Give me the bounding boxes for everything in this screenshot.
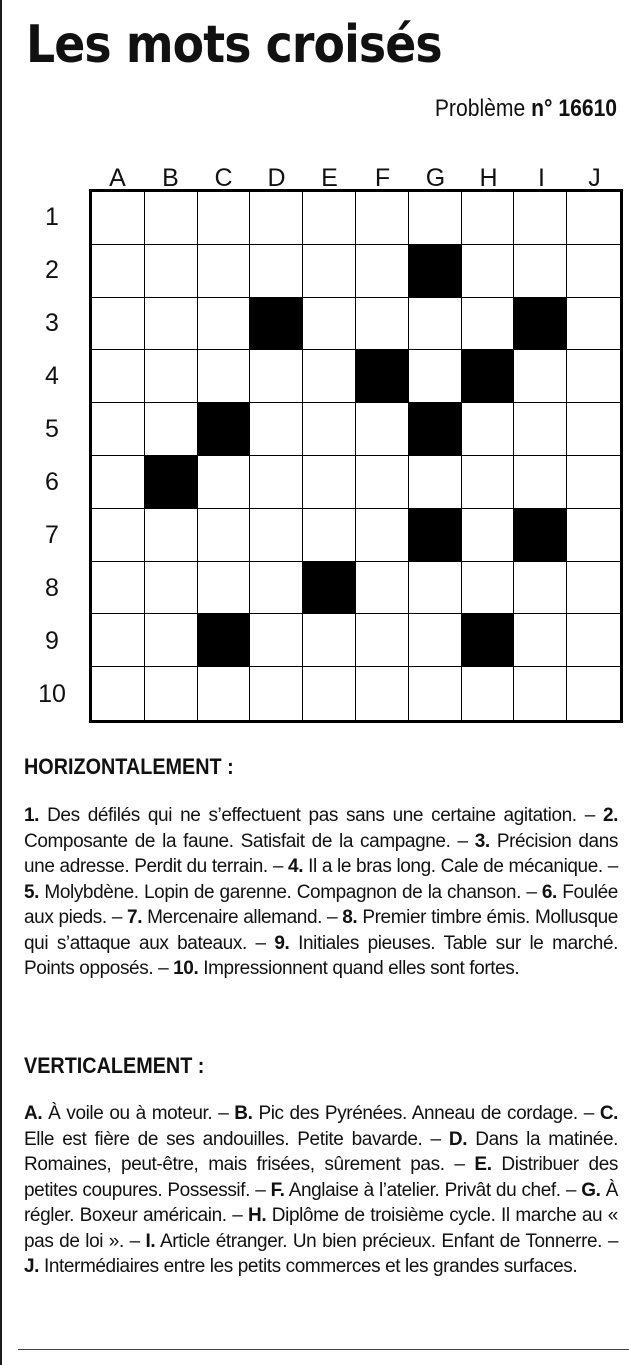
grid-cell[interactable]: [250, 245, 303, 298]
grid-cell[interactable]: [356, 298, 409, 351]
black-cell: [250, 298, 303, 351]
clue-item: [146, 1231, 603, 1252]
row-label: 10: [38, 680, 66, 708]
clue-text: Elle est fière de ses andouilles. Petite bavarde.: [24, 1128, 423, 1150]
grid-cell[interactable]: [514, 350, 567, 403]
black-cell: [462, 614, 515, 667]
clue-number: G.: [581, 1179, 601, 1201]
clue-number: 8.: [342, 907, 358, 928]
clue-text: Dans la matinée. Romaines, peut-être, mais frisées, sûrement pas.: [24, 1128, 618, 1175]
clue-text: Anglaise à l’atelier. Privât du chef.: [288, 1179, 561, 1201]
black-cell: [303, 562, 356, 615]
clue-number: 2.: [602, 805, 618, 826]
grid-cell[interactable]: [462, 192, 515, 245]
row-label: 9: [45, 627, 59, 655]
column-label: J: [588, 164, 601, 192]
clue-number: 4.: [288, 856, 304, 877]
grid-cell[interactable]: [92, 562, 145, 615]
grid-cell[interactable]: [145, 562, 198, 615]
clue-text: À régler. Boxeur américain.: [24, 1179, 618, 1226]
black-cell: [198, 403, 251, 456]
grid-cell[interactable]: [567, 403, 620, 456]
grid-cell[interactable]: [303, 403, 356, 456]
grid-cell[interactable]: [567, 350, 620, 403]
grid-cell[interactable]: [198, 245, 251, 298]
grid-cell[interactable]: [92, 192, 145, 245]
column-label: H: [479, 164, 498, 192]
column-label: I: [538, 164, 545, 192]
grid-cell[interactable]: [250, 509, 303, 562]
grid-cell[interactable]: [303, 509, 356, 562]
clue-number: 6.: [541, 881, 557, 903]
grid-cell[interactable]: [567, 509, 620, 562]
grid-cell[interactable]: [303, 614, 356, 667]
clue-item: [271, 1180, 561, 1201]
vertical-heading: VERTICALEMENT :: [24, 1053, 205, 1078]
grid-cell[interactable]: [92, 614, 145, 667]
grid-cell[interactable]: [145, 245, 198, 298]
row-label: 2: [45, 256, 59, 284]
clue-number: B.: [234, 1103, 253, 1124]
clue-text: Distribuer des petites coupures. Possessif.: [24, 1154, 618, 1201]
grid-cell[interactable]: [462, 456, 515, 509]
clue-text: Des défilés qui ne s’effectuent pas sans une certaine agitation.: [47, 805, 577, 826]
clue-item: [288, 856, 603, 877]
clue-item: [234, 1103, 577, 1124]
row-labels: [22, 191, 82, 721]
black-cell: [145, 456, 198, 509]
black-cell: [356, 350, 409, 403]
clue-number: H.: [248, 1205, 267, 1226]
grid-cell[interactable]: [145, 350, 198, 403]
grid-cell[interactable]: [250, 614, 303, 667]
grid-cell[interactable]: [92, 245, 145, 298]
clue-number: 3.: [474, 830, 490, 852]
grid-cell[interactable]: [409, 298, 462, 351]
clue-number: F.: [270, 1179, 285, 1201]
grid-cell[interactable]: [514, 245, 567, 298]
grid-cell[interactable]: [462, 298, 515, 351]
grid-cell[interactable]: [92, 403, 145, 456]
grid-cell[interactable]: [198, 562, 251, 615]
row-label: 3: [45, 309, 59, 337]
grid-cell[interactable]: [145, 509, 198, 562]
grid-cell[interactable]: [198, 350, 251, 403]
grid-cell[interactable]: [356, 614, 409, 667]
grid-cell[interactable]: [567, 614, 620, 667]
grid-cell[interactable]: [356, 509, 409, 562]
row-label: 6: [45, 468, 59, 496]
clue-number: 10.: [173, 958, 199, 979]
column-label: C: [214, 164, 233, 192]
grid-cell[interactable]: [356, 562, 409, 615]
clue-text: Mercenaire allemand.: [147, 907, 322, 928]
clue-number: E.: [474, 1154, 492, 1175]
grid-cell[interactable]: [92, 456, 145, 509]
grid-cell[interactable]: [409, 614, 462, 667]
grid-cell[interactable]: [462, 562, 515, 615]
clue-item: [173, 958, 519, 979]
grid-cell[interactable]: [567, 456, 620, 509]
clue-text: Premier timbre émis. Mollusque qui s’attaque aux bateaux.: [24, 907, 618, 954]
grid-cell[interactable]: [250, 350, 303, 403]
bottom-divider: [18, 1349, 629, 1350]
grid-cell[interactable]: [145, 614, 198, 667]
row-label: 4: [45, 362, 59, 390]
grid-cell[interactable]: [462, 403, 515, 456]
grid-cell[interactable]: [198, 667, 251, 720]
grid-cell[interactable]: [356, 192, 409, 245]
grid-cell[interactable]: [462, 245, 515, 298]
black-cell: [514, 298, 567, 351]
horizontal-clues: 1. Des défilés qui ne s’effectuent pas sans une certaine agitation. – 2. Composante de la faune. Satisfait de la campagne. – 3. Précision dans une adresse. Perdit du terrain. – 4. Il a le bras long. Cale de mécanique. – 5. Molybdène. Lopin de garenne. Compagnon de la chanson. – 6. Foulée aux pieds. – 7. Mercenaire allemand. – 8. Premier timbre émis. Mollusque qui s’attaque aux bateaux. – 9. Initiales pieuses. Table sur le marché. Points opposés. – 10. Impressionnent quand elles sont fortes.: [24, 805, 618, 979]
clue-text: Impressionnent quand elles sont fortes.: [203, 958, 520, 979]
clue-item: [24, 1103, 212, 1124]
grid-cell[interactable]: [409, 456, 462, 509]
problem-prefix: Problème: [434, 95, 526, 122]
black-cell: [198, 614, 251, 667]
grid-cell[interactable]: [303, 350, 356, 403]
clue-text: Il a le bras long. Cale de mécanique.: [308, 856, 603, 877]
grid-cell[interactable]: [567, 192, 620, 245]
row-label: 7: [45, 521, 59, 549]
vertical-clues: A. À voile ou à moteur. – B. Pic des Pyrénées. Anneau de cordage. – C. Elle est fière de ses andouilles. Petite bavarde. – D. Dans la matinée. Romaines, peut-être, mais frisées, sûrement pas. – E. Distribuer des petites coupures. Possessif. – F. Anglaise à l’atelier. Privât du chef. – G. À régler. Boxeur américain. – H. Diplôme de troisième cycle. Il marche au « pas de loi ». – I. Article étranger. Un bien précieux. Enfant de Tonnerre. – J. Intermédiaires entre les petits commerces et les grandes surfaces.: [24, 1103, 619, 1277]
column-label: B: [162, 164, 179, 192]
black-cell: [409, 403, 462, 456]
black-cell: [514, 509, 567, 562]
clue-number: J.: [24, 1256, 40, 1277]
left-border: [0, 0, 2, 1365]
grid-cell[interactable]: [514, 192, 567, 245]
grid-cell[interactable]: [92, 350, 145, 403]
grid-cell[interactable]: [145, 192, 198, 245]
black-cell: [409, 245, 462, 298]
clue-text: Pic des Pyrénées. Anneau de cordage.: [258, 1103, 578, 1124]
column-labels: [91, 163, 621, 193]
clue-number: D.: [448, 1128, 468, 1150]
problem-number-value: n° 16610: [531, 95, 617, 122]
grid-cell[interactable]: [250, 403, 303, 456]
column-label: F: [374, 164, 391, 192]
clue-number: 9.: [274, 932, 290, 954]
grid-cell[interactable]: [145, 403, 198, 456]
grid-cell[interactable]: [514, 403, 567, 456]
clue-number: 1.: [24, 805, 40, 826]
grid-cell[interactable]: [409, 562, 462, 615]
grid-cell[interactable]: [462, 509, 515, 562]
grid-cell[interactable]: [514, 614, 567, 667]
black-cell: [409, 509, 462, 562]
grid-cell[interactable]: [567, 298, 620, 351]
clue-item: [24, 805, 577, 826]
clue-text: Intermédiaires entre les petits commerces et les grandes surfaces.: [43, 1256, 578, 1277]
grid-cell[interactable]: [462, 667, 515, 720]
grid-cell[interactable]: [198, 298, 251, 351]
grid-cell[interactable]: [198, 456, 251, 509]
grid-cell[interactable]: [356, 245, 409, 298]
grid-cell[interactable]: [514, 456, 567, 509]
column-label: A: [109, 164, 126, 192]
grid-cell[interactable]: [356, 456, 409, 509]
clue-item: [24, 882, 521, 903]
grid-cell[interactable]: [567, 562, 620, 615]
column-label: G: [425, 164, 446, 192]
grid-cell[interactable]: [198, 192, 251, 245]
page-title: Les mots croisés: [26, 15, 442, 75]
clue-text: Composante de la faune. Satisfait de la campagne.: [24, 830, 451, 852]
grid-cell[interactable]: [356, 667, 409, 720]
grid-cell[interactable]: [250, 667, 303, 720]
grid-cell[interactable]: [514, 562, 567, 615]
grid-cell[interactable]: [92, 509, 145, 562]
horizontal-heading: HORIZONTALEMENT :: [24, 754, 234, 779]
grid-cell[interactable]: [567, 667, 620, 720]
clue-number: A.: [24, 1103, 43, 1124]
clue-text: Diplôme de troisième cycle. Il marche au « pas de loi ».: [24, 1205, 618, 1252]
clue-item: [127, 907, 322, 928]
grid-cell[interactable]: [567, 245, 620, 298]
grid-cell[interactable]: [303, 245, 356, 298]
grid-cell[interactable]: [250, 456, 303, 509]
black-cell: [462, 350, 515, 403]
grid-cell[interactable]: [303, 456, 356, 509]
grid-cell[interactable]: [145, 298, 198, 351]
clue-text: Initiales pieuses. Table sur le marché. Points opposés.: [24, 932, 618, 979]
grid-cell[interactable]: [92, 298, 145, 351]
grid-cell[interactable]: [92, 667, 145, 720]
crossword-grid: [91, 191, 621, 721]
problem-number: [435, 93, 617, 125]
clue-text: Article étranger. Un bien précieux. Enfant de Tonnerre.: [159, 1230, 603, 1252]
clue-text: Précision dans une adresse. Perdit du terrain.: [24, 830, 618, 877]
column-label: E: [321, 164, 338, 192]
grid-cell[interactable]: [409, 667, 462, 720]
clue-number: 5.: [24, 881, 40, 903]
row-label: 8: [45, 574, 59, 602]
grid-cell[interactable]: [514, 667, 567, 720]
clue-text: À voile ou à moteur.: [48, 1103, 213, 1124]
clue-number: I.: [145, 1230, 156, 1252]
grid-cell[interactable]: [145, 667, 198, 720]
grid-cell[interactable]: [409, 350, 462, 403]
grid-cell[interactable]: [198, 509, 251, 562]
clue-item: [24, 1256, 577, 1277]
column-label: D: [267, 164, 286, 192]
clue-text: Molybdène. Lopin de garenne. Compagnon de la chanson.: [44, 881, 521, 903]
grid-cell[interactable]: [303, 667, 356, 720]
grid-cell[interactable]: [303, 192, 356, 245]
grid-cell[interactable]: [250, 192, 303, 245]
clue-number: C.: [599, 1103, 619, 1124]
grid-cell[interactable]: [303, 298, 356, 351]
grid-cell[interactable]: [250, 562, 303, 615]
grid-cell[interactable]: [409, 192, 462, 245]
grid-cell[interactable]: [356, 403, 409, 456]
clue-text: Foulée aux pieds.: [24, 881, 618, 928]
clue-number: 7.: [127, 907, 143, 928]
row-label: 1: [45, 203, 59, 231]
row-label: 5: [45, 415, 59, 443]
